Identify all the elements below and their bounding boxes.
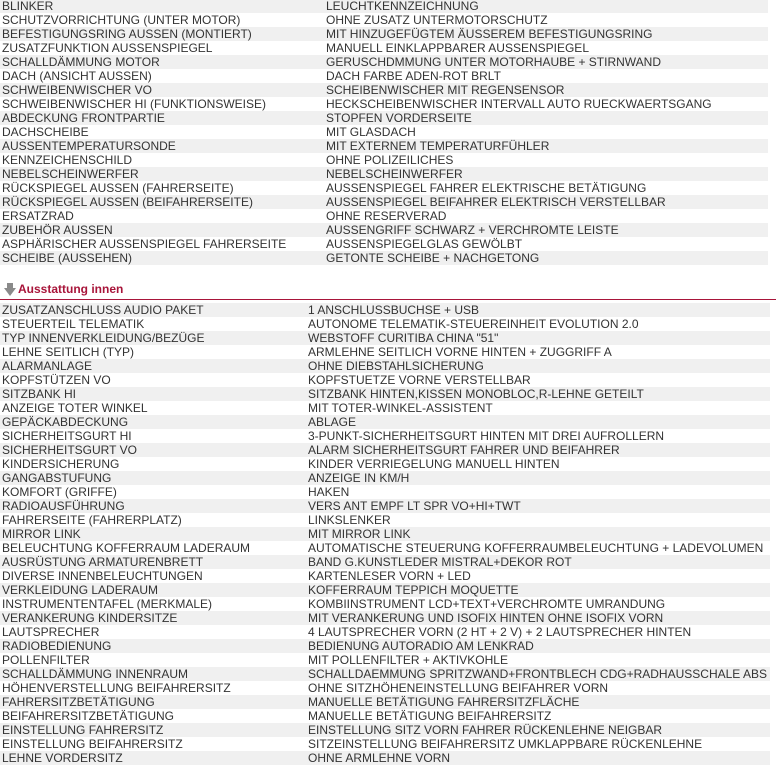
spec-label: ZUBEHÖR AUSSEN [0,223,324,237]
table-row [0,209,768,223]
spec-label: FAHRERSITZBETÄTIGUNG [0,695,306,709]
spec-value: STOPFEN VORDERSEITE [324,111,768,125]
table-row [0,387,770,401]
spec-value: OHNE DIEBSTAHLSICHERUNG [306,359,770,373]
table-row [0,331,770,345]
spec-value: SITZEINSTELLUNG BEIFAHRERSITZ UMKLAPPBARE RÜCKENLEHNE [306,737,770,751]
spec-label: KOPFSTÜTZEN VO [0,373,306,387]
spec-value: AUSSENSPIEGEL FAHRER ELEKTRISCHE BETÄTIGUNG [324,181,768,195]
table-row [0,541,770,555]
spec-value: AUTONOME TELEMATIK-STEUEREINHEIT EVOLUTION 2.0 [306,317,770,331]
spec-value: MANUELL EINKLAPPBARER AUSSENSPIEGEL [324,41,768,55]
table-row [0,569,770,583]
spec-value: AUTOMATISCHE STEUERUNG KOFFERRAUMBELEUCHTUNG + LADEVOLUMEN [306,541,770,555]
spec-label: ZUSATZANSCHLUSS AUDIO PAKET [0,303,306,317]
spec-label: LAUTSPRECHER [0,625,306,639]
table-row [0,639,770,653]
spec-label: TYP INNENVERKLEIDUNG/BEZÜGE [0,331,306,345]
interior-section-header[interactable] [0,279,776,300]
spec-value: HAKEN [306,485,770,499]
table-row [0,83,768,97]
spec-label: SCHUTZVORRICHTUNG (UNTER MOTOR) [0,13,324,27]
spec-value: MIT GLASDACH [324,125,768,139]
spec-value: MANUELLE BETÄTIGUNG BEIFAHRERSITZ [306,709,770,723]
spec-label: SCHALLDÄMMUNG INNENRAUM [0,667,306,681]
table-row [0,251,768,265]
table-row [0,457,770,471]
table-row [0,181,768,195]
spec-value: VERS ANT EMPF LT SPR VO+HI+TWT [306,499,770,513]
spec-value: 4 LAUTSPRECHER VORN (2 HT + 2 V) + 2 LAUTSPRECHER HINTEN [306,625,770,639]
spec-label: SITZBANK HI [0,387,306,401]
spec-value: OHNE ZUSATZ UNTERMOTORSCHUTZ [324,13,768,27]
spec-label: DACH (ANSICHT AUSSEN) [0,69,324,83]
spec-label: ANZEIGE TOTER WINKEL [0,401,306,415]
spec-label: DIVERSE INNENBELEUCHTUNGEN [0,569,306,583]
table-row [0,125,768,139]
spec-label: KOMFORT (GRIFFE) [0,485,306,499]
spec-value: KARTENLESER VORN + LED [306,569,770,583]
spec-label: NEBELSCHEINWERFER [0,167,324,181]
table-row [0,443,770,457]
spec-value: 1 ANSCHLUSSBUCHSE + USB [306,303,770,317]
table-row [0,153,768,167]
spec-value: ALARM SICHERHEITSGURT FAHRER UND BEIFAHRER [306,443,770,457]
table-row [0,513,770,527]
table-row [0,359,770,373]
spec-label: STEUERTEIL TELEMATIK [0,317,306,331]
spec-value: KOMBIINSTRUMENT LCD+TEXT+VERCHROMTE UMRANDUNG [306,597,770,611]
spec-label: MIRROR LINK [0,527,306,541]
table-row [0,499,770,513]
spec-value: AUSSENGRIFF SCHWARZ + VERCHROMTE LEISTE [324,223,768,237]
table-row [0,471,770,485]
spec-label: RÜCKSPIEGEL AUSSEN (FAHRERSEITE) [0,181,324,195]
table-row [0,223,768,237]
spec-label: AUSSENTEMPERATURSONDE [0,139,324,153]
spec-label: AUSRÜSTUNG ARMATURENBRETT [0,555,306,569]
spec-label: LEHNE VORDERSITZ [0,751,306,765]
spec-value: AUSSENSPIEGELGLAS GEWÖLBT [324,237,768,251]
spec-value: WEBSTOFF CURITIBA CHINA "51" [306,331,770,345]
spec-value: MIT EXTERNEM TEMPERATURFÜHLER [324,139,768,153]
spec-label: BEIFAHRERSITZBETÄTIGUNG [0,709,306,723]
table-row [0,681,770,695]
spec-label: RADIOAUSFÜHRUNG [0,499,306,513]
spec-value: MIT TOTER-WINKEL-ASSISTENT [306,401,770,415]
table-row [0,69,768,83]
spec-value: EINSTELLUNG SITZ VORN FAHRER RÜCKENLEHNE NEIGBAR [306,723,770,737]
interior-section-title: Ausstattung innen [18,282,124,296]
spec-label: ZUSATZFUNKTION AUSSENSPIEGEL [0,41,324,55]
exterior-spec-table [0,0,768,265]
spec-value: GERUSCHDMMUNG UNTER MOTORHAUBE + STIRNWAND [324,55,768,69]
table-row [0,55,768,69]
spec-value: SCHEIBENWISCHER MIT REGENSENSOR [324,83,768,97]
spec-label: SICHERHEITSGURT VO [0,443,306,457]
table-row [0,401,770,415]
spec-value: OHNE SITZHÖHENEINSTELLUNG BEIFAHRER VORN [306,681,770,695]
table-row [0,27,768,41]
spec-label: ALARMANLAGE [0,359,306,373]
table-row [0,555,770,569]
table-row [0,695,770,709]
table-row [0,429,770,443]
table-row [0,653,770,667]
spec-label: SCHEIBE (AUSSEHEN) [0,251,324,265]
spec-label: SICHERHEITSGURT HI [0,429,306,443]
spec-value: GETONTE SCHEIBE + NACHGETONG [324,251,768,265]
spec-value: MIT MIRROR LINK [306,527,770,541]
interior-spec-table [0,303,770,765]
spec-label: POLLENFILTER [0,653,306,667]
spec-value: SITZBANK HINTEN,KISSEN MONOBLOC,R-LEHNE GETEILT [306,387,770,401]
spec-value: BEDIENUNG AUTORADIO AM LENKRAD [306,639,770,653]
spec-label: EINSTELLUNG BEIFAHRERSITZ [0,737,306,751]
table-row [0,723,770,737]
table-row [0,167,768,181]
spec-label: BEFESTIGUNGSRING AUSSEN (MONTIERT) [0,27,324,41]
spec-label: VERKLEIDUNG LADERAUM [0,583,306,597]
spec-value: DACH FARBE ADEN-ROT BRLT [324,69,768,83]
spec-value: OHNE ARMLEHNE VORN [306,751,770,765]
table-row [0,415,770,429]
table-row [0,41,768,55]
spec-label: EINSTELLUNG FAHRERSITZ [0,723,306,737]
spec-label: BELEUCHTUNG KOFFERRAUM LADERAUM [0,541,306,555]
table-row [0,597,770,611]
table-row [0,373,770,387]
spec-value: MIT POLLENFILTER + AKTIVKOHLE [306,653,770,667]
spec-value: KOPFSTUETZE VORNE VERSTELLBAR [306,373,770,387]
spec-value: OHNE POLIZEILICHES [324,153,768,167]
spec-value: ANZEIGE IN KM/H [306,471,770,485]
spec-value: LEUCHTKENNZEICHNUNG [324,0,768,13]
spec-value: HECKSCHEIBENWISCHER INTERVALL AUTO RUECKWAERTSGANG [324,97,768,111]
spec-value: MIT HINZUGEFÜGTEM ÄUSSEREM BEFESTIGUNGSRING [324,27,768,41]
spec-label: RÜCKSPIEGEL AUSSEN (BEIFAHRERSEITE) [0,195,324,209]
spec-label: DACHSCHEIBE [0,125,324,139]
table-row [0,611,770,625]
spec-value: MIT VERANKERUNG UND ISOFIX HINTEN OHNE ISOFIX VORN [306,611,770,625]
table-row [0,0,768,13]
spec-label: HÖHENVERSTELLUNG BEIFAHRERSITZ [0,681,306,695]
spec-value: NEBELSCHEINWERFER [324,167,768,181]
spec-label: ASPHÄRISCHER AUSSENSPIEGEL FAHRERSEITE [0,237,324,251]
spec-value: 3-PUNKT-SICHERHEITSGURT HINTEN MIT DREI AUFROLLERN [306,429,770,443]
table-row [0,485,770,499]
spec-label: SCHWEIBENWISCHER HI (FUNKTIONSWEISE) [0,97,324,111]
spec-label: INSTRUMENTENTAFEL (MERKMALE) [0,597,306,611]
spec-label: KENNZEICHENSCHILD [0,153,324,167]
spec-label: GANGABSTUFUNG [0,471,306,485]
spec-value: OHNE RESERVERAD [324,209,768,223]
table-row [0,737,770,751]
table-row [0,97,768,111]
spec-value: AUSSENSPIEGEL BEIFAHRER ELEKTRISCH VERSTELLBAR [324,195,768,209]
spec-label: FAHRERSEITE (FAHRERPLATZ) [0,513,306,527]
spec-value: KINDER VERRIEGELUNG MANUELL HINTEN [306,457,770,471]
table-row [0,111,768,125]
spec-value: ARMLEHNE SEITLICH VORNE HINTEN + ZUGGRIFF A [306,345,770,359]
table-row [0,139,768,153]
spec-value: MANUELLE BETÄTIGUNG FAHRERSITZFLÄCHE [306,695,770,709]
spec-value: LINKSLENKER [306,513,770,527]
spec-value: SCHALLDAEMMUNG SPRITZWAND+FRONTBLECH CDG+RADHAUSSCHALE ABS [306,667,770,681]
arrow-down-icon [4,283,16,296]
table-row [0,583,770,597]
table-row [0,237,768,251]
spec-label: ABDECKUNG FRONTPARTIE [0,111,324,125]
table-row [0,303,770,317]
table-row [0,195,768,209]
table-row [0,317,770,331]
table-row [0,709,770,723]
spec-label: SCHALLDÄMMUNG MOTOR [0,55,324,69]
spec-label: SCHWEIBENWISCHER VO [0,83,324,97]
spec-label: VERANKERUNG KINDERSITZE [0,611,306,625]
table-row [0,13,768,27]
table-row [0,667,770,681]
table-row [0,625,770,639]
spec-label: KINDERSICHERUNG [0,457,306,471]
spec-value: BAND G.KUNSTLEDER MISTRAL+DEKOR ROT [306,555,770,569]
spec-value: ABLAGE [306,415,770,429]
spec-label: LEHNE SEITLICH (TYP) [0,345,306,359]
spec-value: KOFFERRAUM TEPPICH MOQUETTE [306,583,770,597]
spec-label: ERSATZRAD [0,209,324,223]
spec-label: BLINKER [0,0,324,13]
table-row [0,345,770,359]
spec-label: RADIOBEDIENUNG [0,639,306,653]
table-row [0,751,770,765]
spec-label: GEPÄCKABDECKUNG [0,415,306,429]
table-row [0,527,770,541]
